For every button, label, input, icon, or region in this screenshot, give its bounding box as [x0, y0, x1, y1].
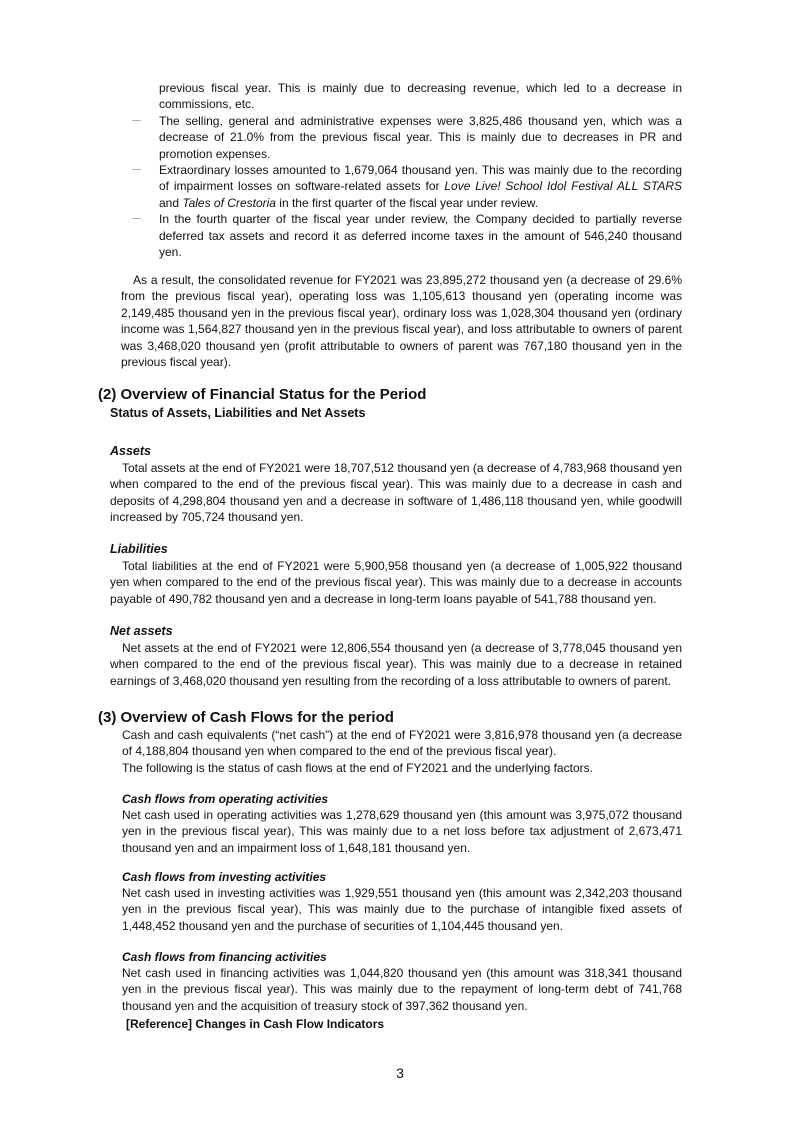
bullet-item-extraordinary-losses [130, 162, 682, 211]
bullet-item-sga [130, 113, 682, 162]
operating-cash-flow [122, 792, 682, 856]
financing-paragraph: Net cash used in financing activities was 1,044,820 thousand yen (this amount was 318,341 thousand yen in the previous fiscal year). This was mainly due to the repayment of long-term debt of 741,768 thousand yen and the acquisition of treasury stock of 397,362 thousand yen. [122, 966, 682, 1013]
investing-heading: Cash flows from investing activities [122, 870, 327, 884]
liabilities-paragraph: Total liabilities at the end of FY2021 were 5,900,958 thousand yen (a decrease of 1,005,922 thousand yen when compared to the end of the previous fiscal year). This was mainly due to a decrease in accounts payable of 490,782 thousand yen and a decrease in long-term loans payable of 541,788 thousand yen. [110, 559, 682, 606]
investing-paragraph: Net cash used in investing activities was 1,929,551 thousand yen (this amount was 2,342,203 thousand yen in the previous fiscal year), This was mainly due to the purchase of intangible fixed assets of 1,448,452 thousand yen and the purchase of securities of 1,104,445 thousand yen. [122, 886, 682, 933]
financing-cash-flow [122, 950, 682, 1014]
assets-body [110, 460, 682, 526]
assets-heading: Assets [110, 444, 151, 458]
reference-heading: [Reference] Changes in Cash Flow Indicators [126, 1017, 385, 1031]
bullet-item-deferred-tax [130, 211, 682, 260]
assets-paragraph: Total assets at the end of FY2021 were 18,707,512 thousand yen (a decrease of 4,783,968 thousand yen when compared to the end of the previous fiscal year). This was mainly due to a decrease in cash and deposits of 4,298,804 thousand yen and a decrease in software of 1,486,118 thousand yen, while goodwill increased by 705,724 thousand yen. [110, 461, 682, 525]
liabilities-heading: Liabilities [110, 542, 168, 556]
operating-paragraph: Net cash used in operating activities was 1,278,629 thousand yen (this amount was 3,975,072 thousand yen in the previous fiscal year), This was mainly due to a net loss before tax adjustment of 2,673,471 thousand yen and an impairment loss of 1,648,181 thousand yen. [122, 808, 682, 855]
financing-heading: Cash flows from financing activities [122, 950, 327, 964]
section-2-heading: (2) Overview of Financial Status for the Period [98, 386, 427, 403]
page-number: 3 [396, 1065, 404, 1081]
dash-marker: － [131, 114, 142, 127]
liabilities-body [110, 558, 682, 607]
investing-cash-flow [122, 870, 682, 934]
net-assets-body [110, 640, 682, 689]
bullet-text: In the fourth quarter of the fiscal year under review, the Company decided to partially reverse deferred tax assets and record it as deferred income taxes in the amount of 546,240 thousand yen. [159, 212, 682, 260]
dash-marker: － [131, 164, 142, 177]
operating-heading: Cash flows from operating activities [122, 792, 329, 806]
intro-paragraph: Cash and cash equivalents (“net cash”) at the end of FY2021 were 3,816,978 thousand yen (a decrease of 4,188,804 thousand yen when compared to the end of the previous fiscal year). [122, 728, 682, 759]
cash-flow-intro [122, 727, 682, 776]
summary-paragraph: As a result, the consolidated revenue for FY2021 was 23,895,272 thousand yen (a decrease of 29.6% from the previous fiscal year), operating loss was 1,105,613 thousand yen (operating income was 2,149,485 thousand yen in the previous fiscal year), ordinary loss was 1,028,304 thousand yen (ordinary income was 1,564,827 thousand yen in the previous fiscal year), and loss attributable to owners of parent was 3,468,020 thousand yen (profit attributable to owners of parent was 767,180 thousand yen in the previous fiscal year). [121, 273, 682, 370]
dash-marker: － [131, 213, 142, 226]
game-title: Love Live! School Idol Festival ALL STARS [444, 179, 683, 194]
section-2-subtitle: Status of Assets, Liabilities and Net Assets [110, 406, 366, 420]
net-assets-heading: Net assets [110, 624, 173, 638]
bullet-list [130, 80, 682, 260]
bullet-continuation: previous fiscal year. This is mainly due to decreasing revenue, which led to a decrease in commissions, etc. [159, 81, 682, 112]
bullet-text: The selling, general and administrative expenses were 3,825,486 thousand yen, which was a decrease of 21.0% from the previous fiscal year. This is mainly due to decreases in PR and promotion expenses. [159, 113, 682, 161]
game-title: Tales of Crestoria [182, 195, 276, 210]
bullet-text: Extraordinary losses amounted to 1,679,064 thousand yen. This was mainly due to the recording of impairment losses on software-related assets for Love Live! School Idol Festival ALL STARS and Tales of Crestoria in the first quarter of the fiscal year under review. [159, 163, 683, 210]
section-3-heading: (3) Overview of Cash Flows for the period [98, 709, 394, 726]
results-summary [121, 272, 682, 370]
intro-paragraph: The following is the status of cash flows at the end of FY2021 and the underlying factors. [122, 760, 593, 775]
net-assets-paragraph: Net assets at the end of FY2021 were 12,806,554 thousand yen (a decrease of 3,778,045 thousand yen when compared to the end of the previous fiscal year). This was mainly due to a decrease in retained earnings of 3,468,020 thousand yen resulting from the recording of a loss attributable to owners of parent. [110, 641, 682, 688]
